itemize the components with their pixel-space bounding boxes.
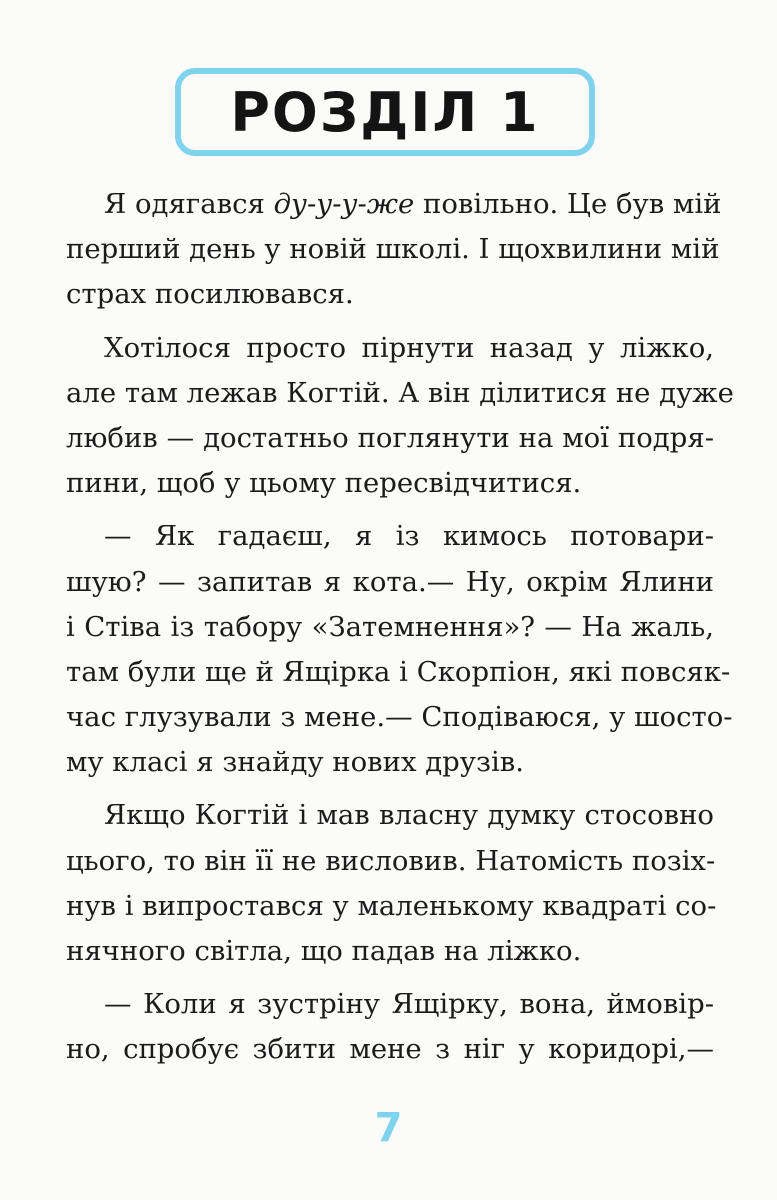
chapter-title: РОЗДІЛ 1 <box>230 80 540 144</box>
text-run: Я одягався <box>104 188 274 220</box>
italic-text-run: ду-у-у-же <box>273 188 415 220</box>
text-line: страх посилювався. <box>66 278 354 311</box>
text-line: час глузували з мене.— Сподіваюся, у шосто- <box>66 701 733 734</box>
text-line: і Стіва із табору «Затемнення»? — На жаль, <box>66 610 714 643</box>
text-line: — Коли я зустріну Ящірку, вона, ймовір- <box>104 988 714 1021</box>
text-line: шую? — запитав я кота.— Ну, окрім Ялини <box>66 565 714 598</box>
text-line: — Як гадаєш, я із кимось потовари- <box>104 520 714 553</box>
text-line: пини, щоб у цьому пересвідчитися. <box>66 467 582 500</box>
text-line: але там лежав Когтій. А він ділитися не дуже <box>66 376 734 409</box>
page-number: 7 <box>374 1105 403 1151</box>
text-line: там були ще й Ящірка і Скорпіон, які повсяк- <box>66 655 731 688</box>
text-line: перший день у новій школі. І щохвилини мій <box>66 233 720 266</box>
text-line: любив — достатньо поглянути на мої подря- <box>66 421 714 454</box>
text-line: нув і випростався у маленькому квадраті со- <box>66 889 717 922</box>
text-line: му класі я знайду нових друзів. <box>66 746 524 779</box>
text-line: но, спробує збити мене з ніг у коридорі,— <box>66 1033 714 1066</box>
text-line: Хотілося просто пірнути назад у ліжко, <box>104 331 714 364</box>
text-line: цього, то він її не висловив. Натомість позіх- <box>66 844 716 877</box>
text-run: повільно. Це був мій <box>414 188 722 220</box>
chapter-heading-box <box>175 68 595 156</box>
body-text <box>66 182 734 1073</box>
text-line: нячного світла, що падав на ліжко. <box>66 935 582 967</box>
text-line: Якщо Когтій і мав власну думку стосовно <box>104 799 714 832</box>
text-line <box>66 182 722 227</box>
